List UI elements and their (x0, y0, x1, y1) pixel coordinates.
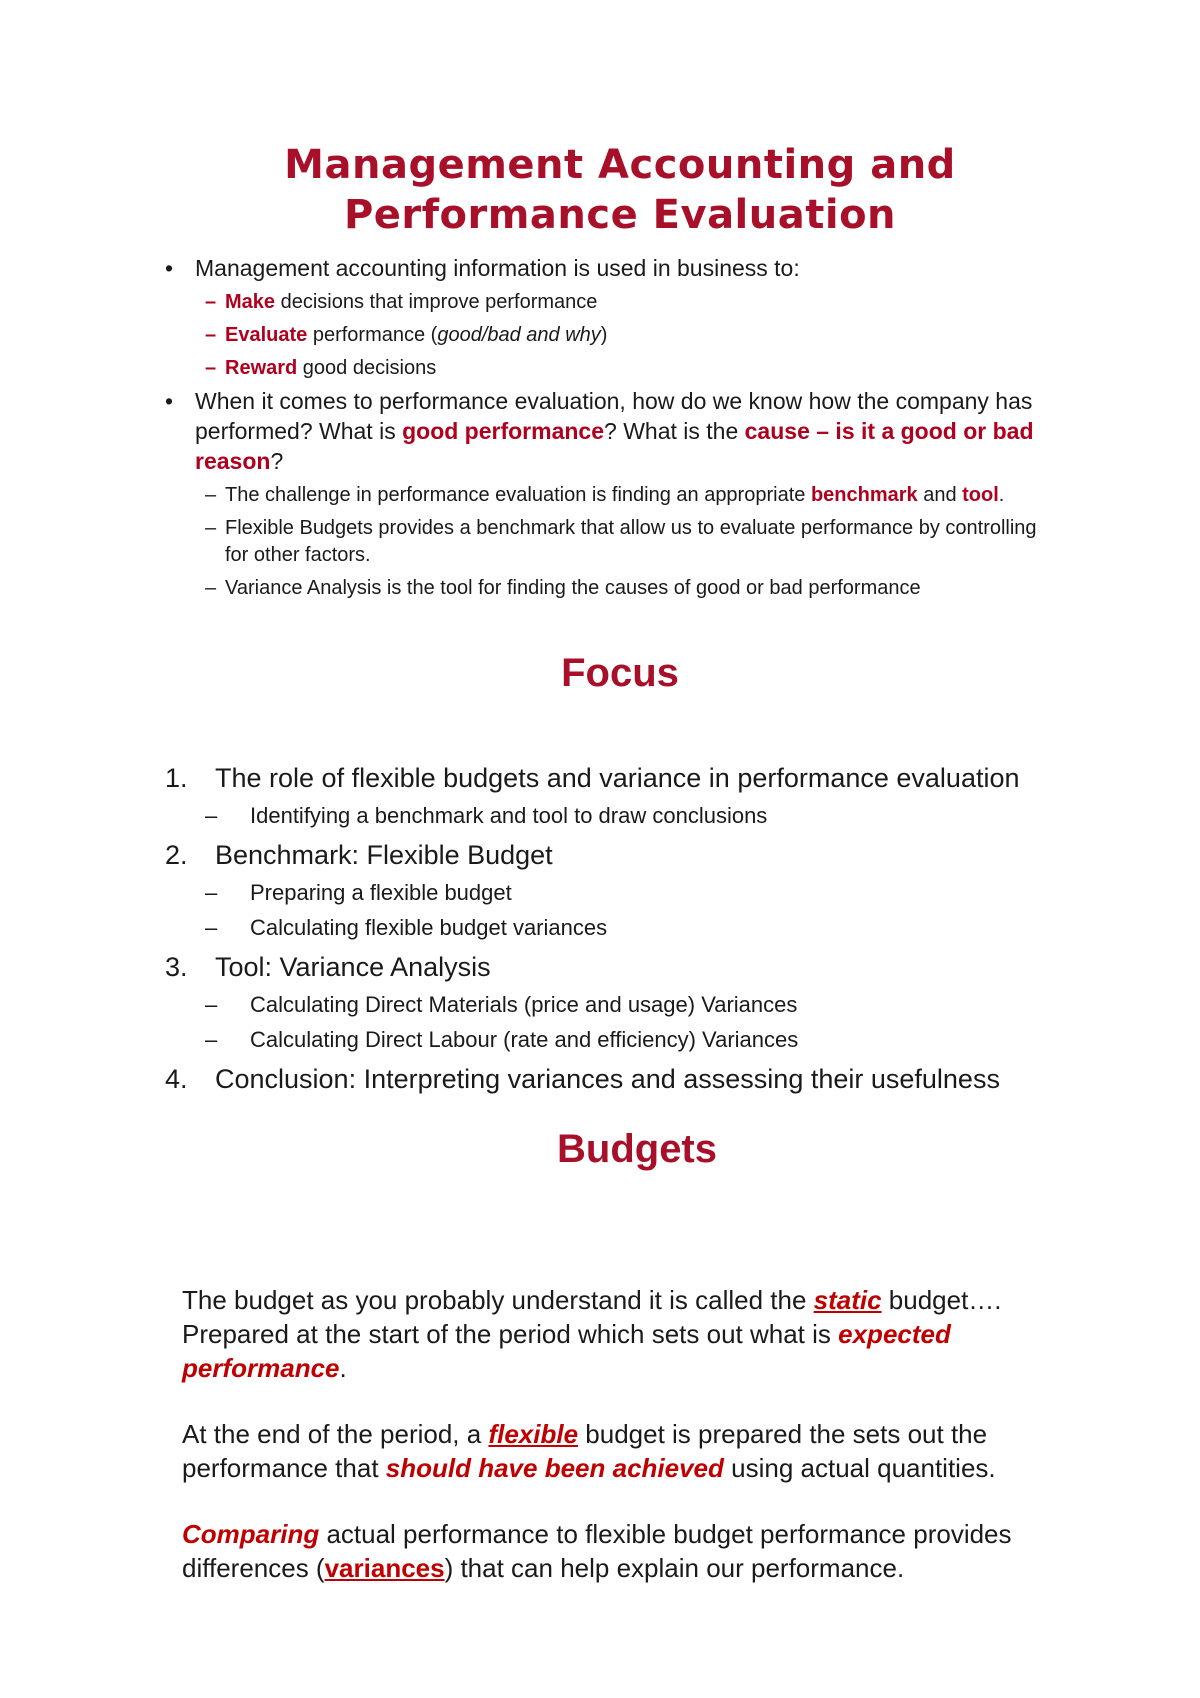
dash-icon: – (205, 324, 217, 346)
sub-text: and (917, 484, 963, 506)
item-text: Tool: Variance Analysis (215, 952, 491, 982)
item-number: 1. (165, 763, 188, 793)
intro-section (165, 253, 1065, 602)
bullet-dot-icon: • (165, 255, 174, 281)
bullet-item (165, 253, 1065, 283)
sub-text: Calculating Direct Labour (rate and efficiency) Variances (250, 1027, 799, 1052)
title-line-2: Performance Evaluation (343, 192, 897, 238)
dash-icon: – (205, 357, 217, 379)
item-number: 3. (165, 952, 188, 982)
budgets-body (182, 1283, 1102, 1617)
keyword: benchmark (810, 484, 918, 506)
sub-text: Identifying a benchmark and tool to draw conclusions (250, 803, 768, 828)
para-text: . (339, 1353, 347, 1383)
sub-item (165, 801, 1095, 831)
paragraph (182, 1283, 1102, 1385)
bullet-text: ? (270, 448, 284, 474)
sub-item (165, 1025, 1095, 1055)
sub-text: The challenge in performance evaluation is finding an appropriate (225, 484, 811, 506)
dash-icon: – (205, 880, 218, 905)
sub-text: Flexible Budgets provides a benchmark that allow us to evaluate performance by controlling for other factors. (225, 517, 1037, 566)
para-text: budget is prepared the sets out the performance that (182, 1419, 988, 1483)
dash-icon: – (205, 915, 218, 940)
dash-icon: – (205, 291, 217, 313)
item-text: Conclusion: Interpreting variances and assessing their usefulness (215, 1064, 1000, 1094)
sub-text: . (998, 484, 1005, 506)
para-text: At the end of the period, a (182, 1419, 489, 1449)
numbered-item (165, 949, 1095, 985)
numbered-item (165, 760, 1095, 796)
para-text: The budget as you probably understand it is called the (182, 1285, 814, 1315)
item-number: 2. (165, 840, 188, 870)
para-text: budget…. Prepared at the start of the period which sets out what is (182, 1285, 1002, 1349)
item-text: The role of flexible budgets and variance in performance evaluation (215, 763, 1020, 793)
dash-icon: – (205, 484, 217, 506)
page-title (0, 140, 1200, 240)
emphasis: variances (324, 1553, 445, 1583)
sub-item-make (165, 289, 1065, 316)
item-text: Benchmark: Flexible Budget (215, 840, 553, 870)
paragraph (182, 1417, 1102, 1485)
dash-icon: – (205, 1027, 218, 1052)
dash-icon: – (205, 517, 217, 539)
numbered-item (165, 837, 1095, 873)
sub-item (165, 990, 1095, 1020)
highlight: good performance (402, 418, 605, 444)
title-line-1: Management Accounting and (284, 142, 956, 188)
keyword: Make (225, 291, 276, 313)
budgets-heading: Budgets (557, 1127, 717, 1171)
sub-item-flexible (165, 515, 1065, 569)
paragraph (182, 1517, 1102, 1585)
para-text: using actual quantities. (723, 1453, 996, 1483)
emphasis: static (813, 1285, 882, 1315)
sub-text: ) (600, 324, 608, 346)
numbered-item (165, 1061, 1095, 1097)
sub-item-variance (165, 575, 1065, 602)
emphasis: expected performance (182, 1319, 951, 1383)
keyword: Reward (225, 357, 298, 379)
dash-icon: – (205, 577, 217, 599)
sub-item (165, 913, 1095, 943)
focus-heading: Focus (561, 651, 679, 695)
sub-text: Preparing a flexible budget (250, 880, 512, 905)
sub-text: Calculating flexible budget variances (250, 915, 608, 940)
bullet-dot-icon: • (165, 388, 174, 414)
keyword: tool (962, 484, 999, 506)
sub-text: Calculating Direct Materials (price and usage) Variances (250, 992, 798, 1017)
sub-item-evaluate (165, 322, 1065, 349)
keyword: Evaluate (225, 324, 308, 346)
para-text: actual performance to flexible budget performance provides differences ( (182, 1519, 1012, 1583)
emphasis: Comparing (182, 1519, 320, 1549)
emphasis: flexible (488, 1419, 579, 1449)
bullet-text: ? What is the (604, 418, 745, 444)
emphasis: should have been achieved (385, 1453, 724, 1483)
sub-item-challenge (165, 482, 1065, 509)
dash-icon: – (205, 992, 218, 1017)
sub-item-reward (165, 355, 1065, 382)
dash-icon: – (205, 803, 218, 828)
sub-text: performance ( (307, 324, 438, 346)
bullet-text: When it comes to performance evaluation, how do we know how the company has performed? What is (195, 388, 1033, 444)
bullet-text: Management accounting information is used in business to: (195, 255, 800, 281)
bullet-item (165, 386, 1065, 476)
sub-text: decisions that improve performance (275, 291, 598, 313)
highlight: cause – is it a good or bad reason (195, 418, 1034, 474)
focus-list (165, 760, 1095, 1097)
sub-text: Variance Analysis is the tool for finding the causes of good or bad performance (225, 577, 921, 599)
para-text: ) that can help explain our performance. (444, 1553, 905, 1583)
item-number: 4. (165, 1064, 188, 1094)
italic-text: good/bad and why (437, 324, 601, 346)
sub-item (165, 878, 1095, 908)
sub-text: good decisions (297, 357, 437, 379)
